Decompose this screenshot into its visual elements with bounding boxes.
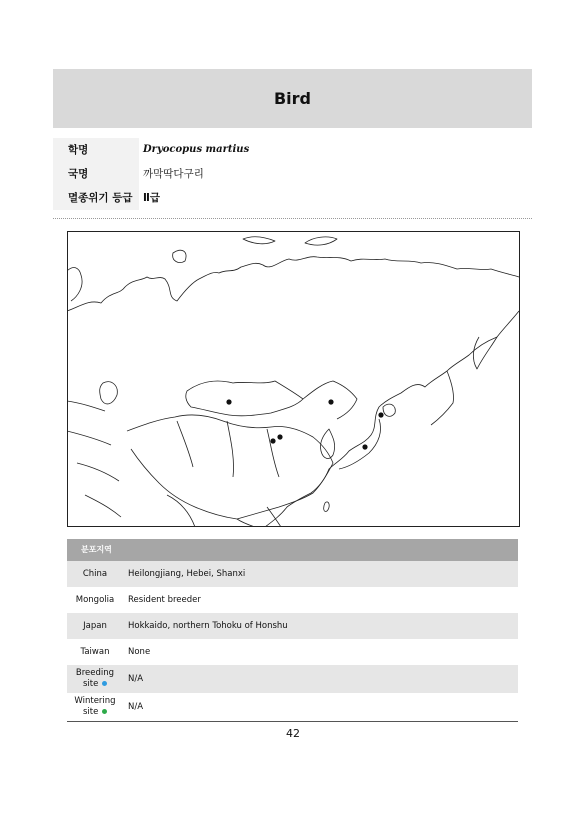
- country-line: site: [82, 707, 99, 717]
- location-dot: [226, 399, 231, 404]
- info-label: 국명: [53, 162, 139, 186]
- country-cell: Taiwan: [80, 646, 110, 657]
- endangered-grade: Ⅱ급: [143, 192, 161, 204]
- location-dot: [362, 444, 367, 449]
- table-row: [67, 693, 518, 721]
- table-row: [67, 561, 518, 587]
- table-row: [67, 665, 518, 693]
- dotted-divider: [53, 218, 532, 219]
- location-dot: [378, 412, 383, 417]
- country-cell: [67, 696, 123, 718]
- breeding-dot-icon: [102, 681, 107, 686]
- scientific-name: Dryocopus martius: [143, 144, 250, 155]
- value-cell: N/A: [128, 702, 144, 712]
- value-cell: Resident breeder: [128, 595, 201, 605]
- country-line: Breeding: [75, 668, 115, 678]
- distribution-heading: 분포지역: [67, 539, 518, 561]
- info-label: 멸종위기 등급: [53, 186, 139, 210]
- info-row-scientific-name: [53, 138, 532, 162]
- distribution-map: [67, 231, 520, 527]
- country-cell: Japan: [83, 620, 107, 631]
- info-label: 학명: [53, 138, 139, 162]
- country-line-with-dot: [67, 707, 123, 718]
- table-row: [67, 587, 518, 613]
- value-cell: None: [128, 647, 151, 657]
- korean-name: 까막딱다구리: [143, 168, 204, 180]
- table-row: [67, 639, 518, 665]
- value-cell: N/A: [128, 674, 144, 684]
- title-banner: [53, 69, 532, 128]
- info-row-korean-name: [53, 162, 532, 186]
- location-dot: [328, 399, 333, 404]
- page-title: Bird: [273, 89, 312, 108]
- country-cell: [67, 668, 123, 690]
- page-number: 42: [286, 727, 300, 740]
- country-cell: China: [82, 568, 108, 579]
- country-cell: Mongolia: [75, 594, 115, 605]
- country-line: site: [82, 679, 99, 689]
- value-cell: Hokkaido, northern Tohoku of Honshu: [128, 621, 288, 631]
- country-line: Wintering: [74, 696, 116, 706]
- location-dot: [277, 434, 282, 439]
- location-dot: [270, 438, 275, 443]
- country-line-with-dot: [67, 679, 123, 690]
- info-row-endangered-grade: [53, 186, 532, 210]
- table-bottom-rule: [67, 721, 518, 722]
- value-cell: Heilongjiang, Hebei, Shanxi: [128, 569, 246, 579]
- wintering-dot-icon: [102, 709, 107, 714]
- species-info-table: [53, 138, 532, 210]
- table-row: [67, 613, 518, 639]
- distribution-table: [67, 539, 518, 722]
